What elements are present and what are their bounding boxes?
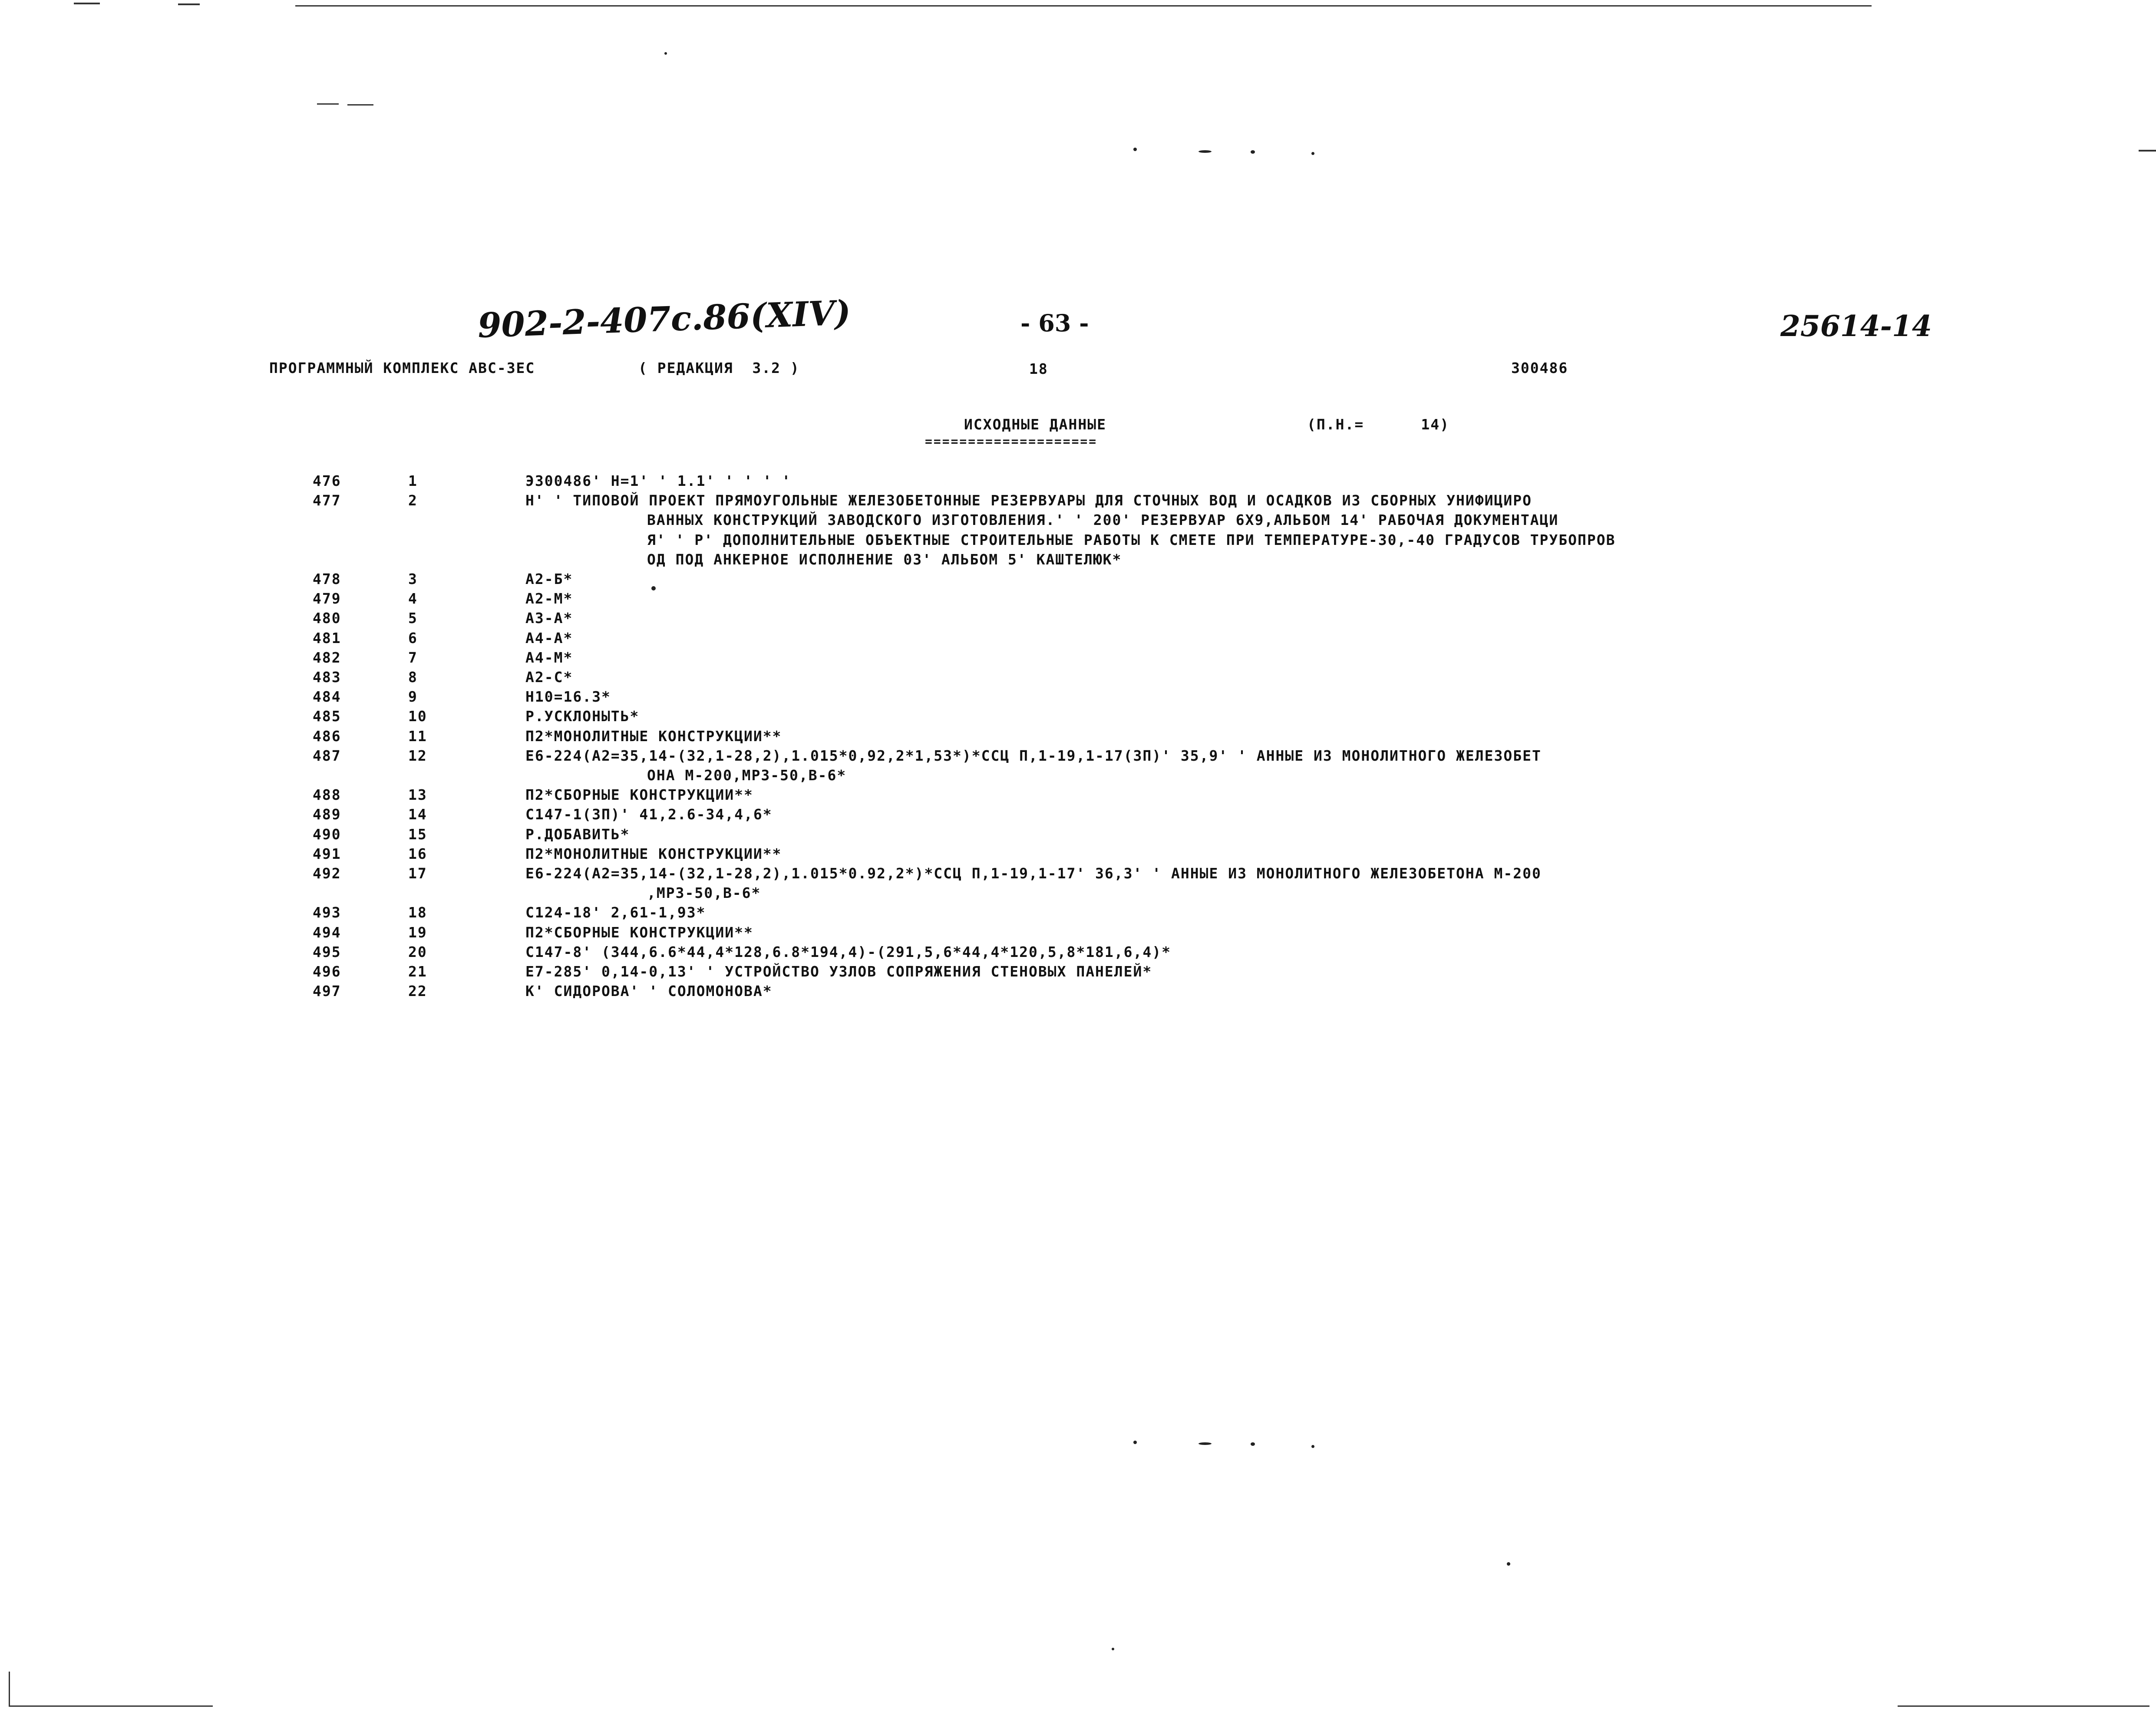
listing-row [313, 845, 2050, 864]
row-line-number: 492 [313, 865, 341, 882]
listing-row [313, 630, 2050, 649]
listing-row [313, 669, 2050, 688]
row-text: С147-1(ЗП)' 41,2.6-34,4,6* [525, 806, 773, 823]
scan-speck [1507, 1562, 1510, 1566]
bottom-right-line [1898, 1705, 2149, 1707]
row-line-number: 497 [313, 983, 341, 1000]
row-text: П2*СБОРНЫЕ КОНСТРУКЦИИ** [525, 786, 753, 804]
listing-row [313, 590, 2050, 609]
top-border-line [295, 5, 1872, 7]
listing-row [313, 963, 2050, 982]
listing-row [313, 786, 2050, 805]
row-text: Е6-224(А2=35,14-(32,1-28,2),1.015*0.92,2*)*ССЦ П,1-19,1-17' 36,3' ' АННЫЕ ИЗ МОНОЛИТНОГО ЖЕЛЕЗОБЕТОНА М-200 [525, 865, 1542, 882]
row-text: Э300486' Н=1' ' 1.1' ' ' ' ' [525, 472, 792, 489]
scan-speck [1199, 1442, 1212, 1445]
listing-row [313, 571, 2050, 590]
row-continuation-text: ОНА М-200,МРЗ-50,В-6* [647, 767, 847, 784]
row-index: 12 [408, 747, 427, 764]
top-left-mark-2 [178, 3, 200, 5]
listing-row [313, 708, 2050, 727]
top-left-mark [74, 3, 100, 4]
row-line-number: 493 [313, 904, 341, 921]
row-continuation-text: ,МРЗ-50,В-6* [647, 884, 761, 902]
row-text: А4-М* [525, 649, 573, 666]
row-line-number: 487 [313, 747, 341, 764]
row-text: А4-А* [525, 629, 573, 646]
row-text: П2*СБОРНЫЕ КОНСТРУКЦИИ** [525, 924, 753, 941]
listing-row [313, 688, 2050, 707]
row-line-number: 480 [313, 610, 341, 627]
row-text: Н' ' ТИПОВОЙ ПРОЕКТ ПРЯМОУГОЛЬНЫЕ ЖЕЛЕЗОБЕТОННЫЕ РЕЗЕРВУАРЫ ДЛЯ СТОЧНЫХ ВОД И ОСАДКОВ ИЗ СБОРНЫХ УНИФИЦИРО [525, 492, 1532, 509]
row-line-number: 496 [313, 963, 341, 980]
section-reference: (П.Н.= 14) [1307, 416, 1450, 433]
row-line-number: 491 [313, 845, 341, 862]
listing-continuation-line [313, 884, 2050, 904]
section-title-underline: ==================== [925, 434, 1098, 449]
scan-speck [1112, 1648, 1114, 1650]
row-index: 10 [408, 708, 427, 725]
scan-speck [1311, 152, 1314, 155]
document-number: 300486 [1511, 360, 1568, 376]
listing-row [313, 728, 2050, 747]
listing-row [313, 649, 2050, 668]
row-line-number: 494 [313, 924, 341, 941]
listing-row [313, 865, 2050, 884]
row-index: 6 [408, 629, 418, 646]
row-text: Р.ДОБАВИТЬ* [525, 825, 630, 843]
scan-speck [1133, 148, 1137, 151]
scan-speck [664, 52, 667, 55]
row-line-number: 478 [313, 571, 341, 587]
listing-row [313, 806, 2050, 825]
row-index: 9 [408, 688, 418, 706]
row-text: А2-М* [525, 590, 573, 607]
row-text: Е6-224(А2=35,14-(32,1-28,2),1.015*0,92,2*1,53*)*ССЦ П,1-19,1-17(ЗП)' 35,9' ' АННЫЕ ИЗ МОНОЛИТНОГО ЖЕЛЕЗОБЕТ [525, 747, 1542, 764]
row-text: А3-А* [525, 610, 573, 627]
row-text: Е7-285' 0,14-0,13' ' УСТРОЙСТВО УЗЛОВ СОПРЯЖЕНИЯ СТЕНОВЫХ ПАНЕЛЕЙ* [525, 963, 1152, 980]
listing-row [313, 904, 2050, 923]
listing-continuation-line [313, 767, 2050, 786]
row-line-number: 481 [313, 629, 341, 646]
row-index: 17 [408, 865, 427, 882]
row-index: 7 [408, 649, 418, 666]
row-line-number: 477 [313, 492, 341, 509]
row-index: 2 [408, 492, 418, 509]
listing-row [313, 943, 2050, 963]
row-line-number: 479 [313, 590, 341, 607]
handwritten-document-code: 902-2-407c.86(XIV) [477, 293, 852, 346]
row-continuation-text: Я' ' Р' ДОПОЛНИТЕЛЬНЫЕ ОБЪЕКТНЫЕ СТРОИТЕЛЬНЫЕ РАБОТЫ К СМЕТЕ ПРИ ТЕМПЕРАТУРЕ-30,-40 ГРАДУСОВ ТРУБОПРОВ [647, 531, 1616, 548]
scan-speck [1251, 1442, 1255, 1446]
section-title: ИСХОДНЫЕ ДАННЫЕ [964, 416, 1107, 433]
bottom-left-corner [9, 1672, 10, 1706]
row-index: 15 [408, 825, 427, 843]
margin-mark [317, 103, 339, 105]
row-text: П2*МОНОЛИТНЫЕ КОНСТРУКЦИИ** [525, 845, 782, 862]
row-index: 8 [408, 669, 418, 686]
listing-row [313, 492, 2050, 511]
row-index: 1 [408, 472, 418, 489]
row-text: К' СИДОРОВА' ' СОЛОМОНОВА* [525, 983, 773, 1000]
listing-continuation-line [313, 551, 2050, 570]
listing-row [313, 610, 2050, 629]
row-index: 22 [408, 983, 427, 1000]
row-text: А2-Б* [525, 571, 573, 587]
row-index: 16 [408, 845, 427, 862]
row-text: П2*МОНОЛИТНЫЕ КОНСТРУКЦИИ** [525, 727, 782, 745]
row-text: А2-С* [525, 669, 573, 686]
row-index: 20 [408, 943, 427, 960]
row-line-number: 485 [313, 708, 341, 725]
row-index: 5 [408, 610, 418, 627]
listing-row [313, 747, 2050, 766]
row-index: 18 [408, 904, 427, 921]
row-text: Р.УСКЛОНЫТЬ* [525, 708, 640, 725]
listing-row [313, 472, 2050, 491]
program-name: ПРОГРАММНЫЙ КОМПЛЕКС АВС-ЗЕС [269, 360, 535, 376]
handwritten-archive-number: 25614-14 [1780, 309, 1932, 343]
row-line-number: 488 [313, 786, 341, 804]
row-continuation-text: ВАННЫХ КОНСТРУКЦИЙ ЗАВОДСКОГО ИЗГОТОВЛЕНИЯ.' ' 200' РЕЗЕРВУАР 6Х9,АЛЬБОМ 14' РАБОЧАЯ ДОКУМЕНТАЦИ [647, 511, 1559, 529]
row-index: 21 [408, 963, 427, 980]
scan-speck [1133, 1441, 1137, 1444]
scan-speck [1311, 1445, 1314, 1448]
bottom-border-line [9, 1705, 213, 1707]
row-line-number: 489 [313, 806, 341, 823]
row-text: С124-18' 2,61-1,93* [525, 904, 706, 921]
row-continuation-text: ОД ПОД АНКЕРНОЕ ИСПОЛНЕНИЕ 03' АЛЬБОМ 5' КАШТЕЛЮК* [647, 551, 1122, 568]
row-line-number: 484 [313, 688, 341, 706]
row-index: 3 [408, 571, 418, 587]
edition-label: ( РЕДАКЦИЯ 3.2 ) [638, 360, 800, 376]
row-index: 13 [408, 786, 427, 804]
row-text: С147-8' (344,6.6*44,4*128,6.8*194,4)-(291,5,6*44,4*120,5,8*181,6,4)* [525, 943, 1172, 960]
row-index: 14 [408, 806, 427, 823]
scan-speck [1251, 150, 1255, 154]
row-index: 4 [408, 590, 418, 607]
listing-row [313, 924, 2050, 943]
row-index: 11 [408, 727, 427, 745]
row-line-number: 476 [313, 472, 341, 489]
listing-continuation-line [313, 511, 2050, 531]
row-line-number: 486 [313, 727, 341, 745]
row-line-number: 483 [313, 669, 341, 686]
row-line-number: 490 [313, 825, 341, 843]
sheet-number: 18 [1029, 360, 1048, 377]
listing-row [313, 826, 2050, 845]
page-number: - 63 - [1020, 309, 1089, 337]
row-index: 19 [408, 924, 427, 941]
margin-mark-2 [347, 104, 373, 106]
scan-speck [1199, 150, 1212, 153]
row-line-number: 495 [313, 943, 341, 960]
row-line-number: 482 [313, 649, 341, 666]
row-text: Н10=16.3* [525, 688, 611, 706]
listing-continuation-line [313, 531, 2050, 551]
right-edge-mark [2139, 150, 2156, 152]
listing-row [313, 983, 2050, 1002]
